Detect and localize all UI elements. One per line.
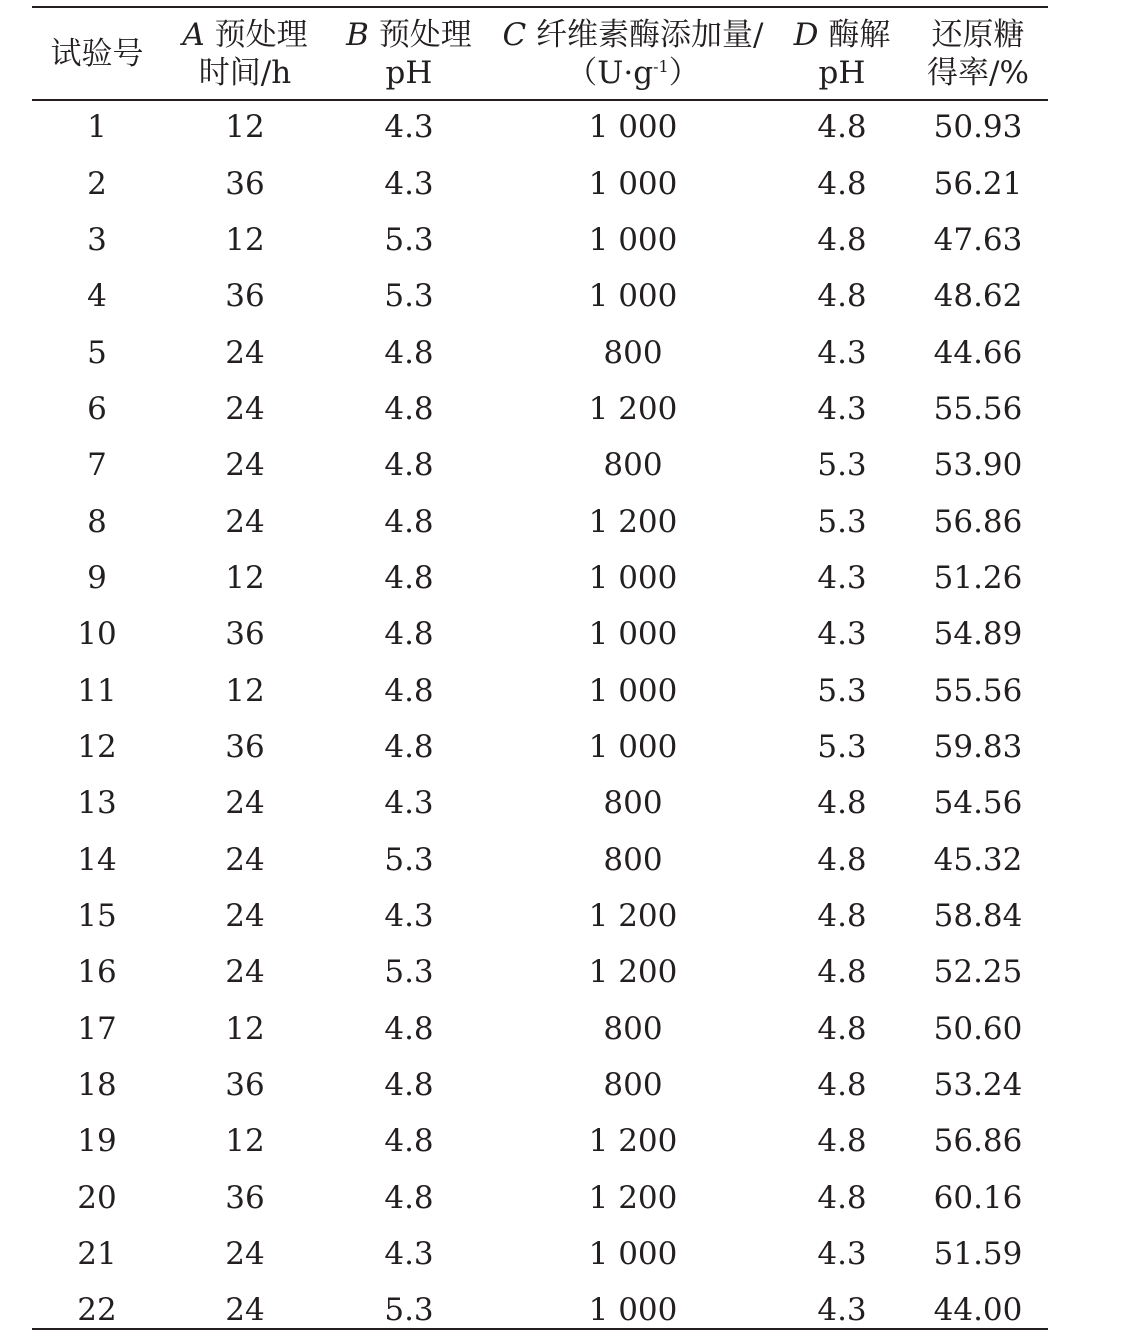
hydrolysis-ph-cell: 5.3 — [817, 447, 867, 484]
cellulase-dosage-cell: 1 000 — [588, 728, 678, 765]
table-header — [32, 8, 1048, 99]
trial-number-cell: 21 — [77, 1236, 117, 1273]
reducing-sugar-yield-cell: 54.89 — [933, 616, 1023, 653]
reducing-sugar-yield-cell: 56.21 — [933, 165, 1023, 202]
pretreatment-ph-cell: 4.8 — [384, 390, 434, 427]
pretreatment-time-cell: 12 — [225, 221, 265, 258]
cellulase-dosage-cell: 1 200 — [588, 503, 678, 540]
trial-number-cell: 20 — [77, 1179, 117, 1216]
trial-number-cell: 19 — [77, 1123, 117, 1160]
pretreatment-ph-cell: 5.3 — [384, 278, 434, 315]
pretreatment-time-cell: 36 — [225, 278, 265, 315]
pretreatment-ph-cell: 4.3 — [384, 1236, 434, 1273]
hydrolysis-ph-cell: 4.3 — [817, 559, 867, 596]
header-trial-number: 试验号 — [50, 35, 144, 72]
hydrolysis-ph-cell: 5.3 — [817, 672, 867, 709]
reducing-sugar-yield-cell: 53.90 — [933, 447, 1023, 484]
reducing-sugar-yield-cell: 44.00 — [933, 1292, 1023, 1329]
pretreatment-time-cell: 36 — [225, 728, 265, 765]
table-row — [32, 493, 1048, 549]
pretreatment-time-cell: 36 — [225, 1179, 265, 1216]
trial-number-cell: 12 — [77, 728, 117, 765]
pretreatment-time-cell: 12 — [225, 559, 265, 596]
reducing-sugar-yield-cell: 53.24 — [933, 1067, 1023, 1104]
reducing-sugar-yield-cell: 48.62 — [933, 278, 1023, 315]
trial-number-cell: 17 — [77, 1010, 117, 1047]
table-row — [32, 381, 1048, 437]
pretreatment-time-cell: 24 — [225, 503, 265, 540]
factor-c-symbol: C — [502, 16, 527, 53]
pretreatment-time-cell: 12 — [225, 672, 265, 709]
trial-number-cell: 16 — [77, 954, 117, 991]
trial-number-cell: 11 — [77, 672, 117, 709]
pretreatment-time-cell: 24 — [225, 954, 265, 991]
pretreatment-time-cell: 24 — [225, 897, 265, 934]
reducing-sugar-yield-cell: 55.56 — [933, 390, 1023, 427]
table-row — [32, 719, 1048, 775]
table-row — [32, 212, 1048, 268]
table-body — [32, 99, 1048, 1339]
table-row — [32, 99, 1048, 155]
pretreatment-time-cell: 24 — [225, 390, 265, 427]
table-row — [32, 437, 1048, 493]
factor-b-symbol: B — [346, 16, 369, 53]
hydrolysis-ph-cell: 4.8 — [817, 1067, 867, 1104]
reducing-sugar-yield-cell: 54.56 — [933, 785, 1023, 822]
pretreatment-time-cell: 24 — [225, 334, 265, 371]
table-row — [32, 155, 1048, 211]
pretreatment-time-cell: 24 — [225, 447, 265, 484]
hydrolysis-ph-cell: 4.8 — [817, 1010, 867, 1047]
reducing-sugar-yield-cell: 45.32 — [933, 841, 1023, 878]
hydrolysis-ph-cell: 5.3 — [817, 728, 867, 765]
hydrolysis-ph-cell: 4.8 — [817, 897, 867, 934]
cellulase-dosage-cell: 1 000 — [588, 165, 678, 202]
reducing-sugar-yield-cell: 51.59 — [933, 1236, 1023, 1273]
trial-number-cell: 5 — [87, 334, 107, 371]
reducing-sugar-yield-cell: 55.56 — [933, 672, 1023, 709]
pretreatment-ph-cell: 5.3 — [384, 221, 434, 258]
trial-number-cell: 15 — [77, 897, 117, 934]
cellulase-dosage-cell: 800 — [603, 447, 663, 484]
trial-number-cell: 18 — [77, 1067, 117, 1104]
pretreatment-time-cell: 24 — [225, 1236, 265, 1273]
trial-number-cell: 8 — [87, 503, 107, 540]
reducing-sugar-yield-cell: 56.86 — [933, 1123, 1023, 1160]
reducing-sugar-yield-cell: 50.60 — [933, 1010, 1023, 1047]
hydrolysis-ph-cell: 4.8 — [817, 954, 867, 991]
reducing-sugar-yield-cell: 47.63 — [933, 221, 1023, 258]
pretreatment-time-cell: 24 — [225, 1292, 265, 1329]
header-pretreatment-ph: B 预处理 pH — [346, 16, 472, 91]
trial-number-cell: 6 — [87, 390, 107, 427]
pretreatment-ph-cell: 4.3 — [384, 109, 434, 146]
hydrolysis-ph-cell: 5.3 — [817, 503, 867, 540]
header-cellulase-dosage: C 纤维素酶添加量/ $(U\cdot g^{-1})$ — [502, 16, 764, 91]
hydrolysis-ph-cell: 4.3 — [817, 390, 867, 427]
pretreatment-ph-cell: 4.3 — [384, 165, 434, 202]
pretreatment-ph-cell: 5.3 — [384, 841, 434, 878]
header-pretreatment-time: A 预处理 时间/h — [182, 16, 308, 91]
table-row — [32, 606, 1048, 662]
pretreatment-ph-cell: 5.3 — [384, 1292, 434, 1329]
pretreatment-ph-cell: 4.8 — [384, 334, 434, 371]
cellulase-dosage-cell: 1 000 — [588, 616, 678, 653]
pretreatment-time-cell: 36 — [225, 165, 265, 202]
pretreatment-ph-cell: 4.8 — [384, 447, 434, 484]
reducing-sugar-yield-cell: 59.83 — [933, 728, 1023, 765]
pretreatment-ph-cell: 5.3 — [384, 954, 434, 991]
cellulase-dosage-cell: 800 — [603, 785, 663, 822]
hydrolysis-ph-cell: 4.3 — [817, 616, 867, 653]
cellulase-dosage-cell: 1 000 — [588, 1292, 678, 1329]
reducing-sugar-yield-cell: 51.26 — [933, 559, 1023, 596]
pretreatment-ph-cell: 4.8 — [384, 1179, 434, 1216]
hydrolysis-ph-cell: 4.8 — [817, 841, 867, 878]
cellulase-dosage-cell: 1 200 — [588, 1123, 678, 1160]
table-row — [32, 831, 1048, 887]
table-row — [32, 324, 1048, 380]
results-table — [32, 8, 1048, 1339]
cellulase-dosage-cell: 1 200 — [588, 390, 678, 427]
table-row — [32, 888, 1048, 944]
trial-number-cell: 10 — [77, 616, 117, 653]
cellulase-dosage-cell: 800 — [603, 1067, 663, 1104]
reducing-sugar-yield-cell: 50.93 — [933, 109, 1023, 146]
trial-number-cell: 4 — [87, 278, 107, 315]
table-row — [32, 1282, 1048, 1338]
hydrolysis-ph-cell: 4.3 — [817, 1236, 867, 1273]
pretreatment-time-cell: 24 — [225, 841, 265, 878]
trial-number-cell: 2 — [87, 165, 107, 202]
pretreatment-time-cell: 36 — [225, 1067, 265, 1104]
factor-a-symbol: A — [182, 16, 205, 53]
pretreatment-ph-cell: 4.3 — [384, 785, 434, 822]
trial-number-cell: 22 — [77, 1292, 117, 1329]
cellulase-dosage-cell: 1 000 — [588, 559, 678, 596]
cellulase-dosage-cell: 1 200 — [588, 1179, 678, 1216]
reducing-sugar-yield-cell: 56.86 — [933, 503, 1023, 540]
trial-number-cell: 7 — [87, 447, 107, 484]
hydrolysis-ph-cell: 4.3 — [817, 334, 867, 371]
pretreatment-ph-cell: 4.8 — [384, 559, 434, 596]
table-row — [32, 1001, 1048, 1057]
reducing-sugar-yield-cell: 44.66 — [933, 334, 1023, 371]
table-row — [32, 662, 1048, 718]
cellulase-dosage-cell: 800 — [603, 334, 663, 371]
cellulase-dosage-cell: 800 — [603, 1010, 663, 1047]
table-row — [32, 550, 1048, 606]
pretreatment-ph-cell: 4.8 — [384, 672, 434, 709]
reducing-sugar-yield-cell: 60.16 — [933, 1179, 1023, 1216]
header-reducing-sugar-yield: 还原糖 得率/% — [927, 16, 1029, 91]
trial-number-cell: 13 — [77, 785, 117, 822]
pretreatment-ph-cell: 4.8 — [384, 1010, 434, 1047]
hydrolysis-ph-cell: 4.3 — [817, 1292, 867, 1329]
hydrolysis-ph-cell: 4.8 — [817, 1179, 867, 1216]
table-row — [32, 1170, 1048, 1226]
header-hydrolysis-ph: D 酶解 pH — [793, 16, 891, 91]
cellulase-dosage-cell: 1 000 — [588, 109, 678, 146]
pretreatment-ph-cell: 4.8 — [384, 1067, 434, 1104]
pretreatment-ph-cell: 4.3 — [384, 897, 434, 934]
pretreatment-time-cell: 12 — [225, 109, 265, 146]
hydrolysis-ph-cell: 4.8 — [817, 785, 867, 822]
pretreatment-time-cell: 12 — [225, 1010, 265, 1047]
reducing-sugar-yield-cell: 58.84 — [933, 897, 1023, 934]
pretreatment-ph-cell: 4.8 — [384, 1123, 434, 1160]
hydrolysis-ph-cell: 4.8 — [817, 221, 867, 258]
pretreatment-ph-cell: 4.8 — [384, 728, 434, 765]
cellulase-dosage-cell: 1 000 — [588, 221, 678, 258]
cellulase-dosage-cell: 1 000 — [588, 278, 678, 315]
pretreatment-ph-cell: 4.8 — [384, 616, 434, 653]
trial-number-cell: 14 — [77, 841, 117, 878]
hydrolysis-ph-cell: 4.8 — [817, 278, 867, 315]
cellulase-dosage-cell: 1 200 — [588, 954, 678, 991]
cellulase-dosage-cell: 1 000 — [588, 672, 678, 709]
cellulase-dosage-cell: 1 200 — [588, 897, 678, 934]
table-row — [32, 1057, 1048, 1113]
hydrolysis-ph-cell: 4.8 — [817, 165, 867, 202]
table-row — [32, 775, 1048, 831]
table-row — [32, 1226, 1048, 1282]
pretreatment-ph-cell: 4.8 — [384, 503, 434, 540]
trial-number-cell: 3 — [87, 221, 107, 258]
pretreatment-time-cell: 24 — [225, 785, 265, 822]
cellulase-dosage-cell: 1 000 — [588, 1236, 678, 1273]
table-row — [32, 1113, 1048, 1169]
header-row — [32, 8, 1048, 99]
trial-number-cell: 1 — [87, 109, 107, 146]
reducing-sugar-yield-cell: 52.25 — [933, 954, 1023, 991]
cellulase-dosage-cell: 800 — [603, 841, 663, 878]
table-row — [32, 268, 1048, 324]
pretreatment-time-cell: 12 — [225, 1123, 265, 1160]
table-row — [32, 944, 1048, 1000]
hydrolysis-ph-cell: 4.8 — [817, 1123, 867, 1160]
trial-number-cell: 9 — [87, 559, 107, 596]
factor-d-symbol: D — [793, 16, 819, 53]
pretreatment-time-cell: 36 — [225, 616, 265, 653]
hydrolysis-ph-cell: 4.8 — [817, 109, 867, 146]
